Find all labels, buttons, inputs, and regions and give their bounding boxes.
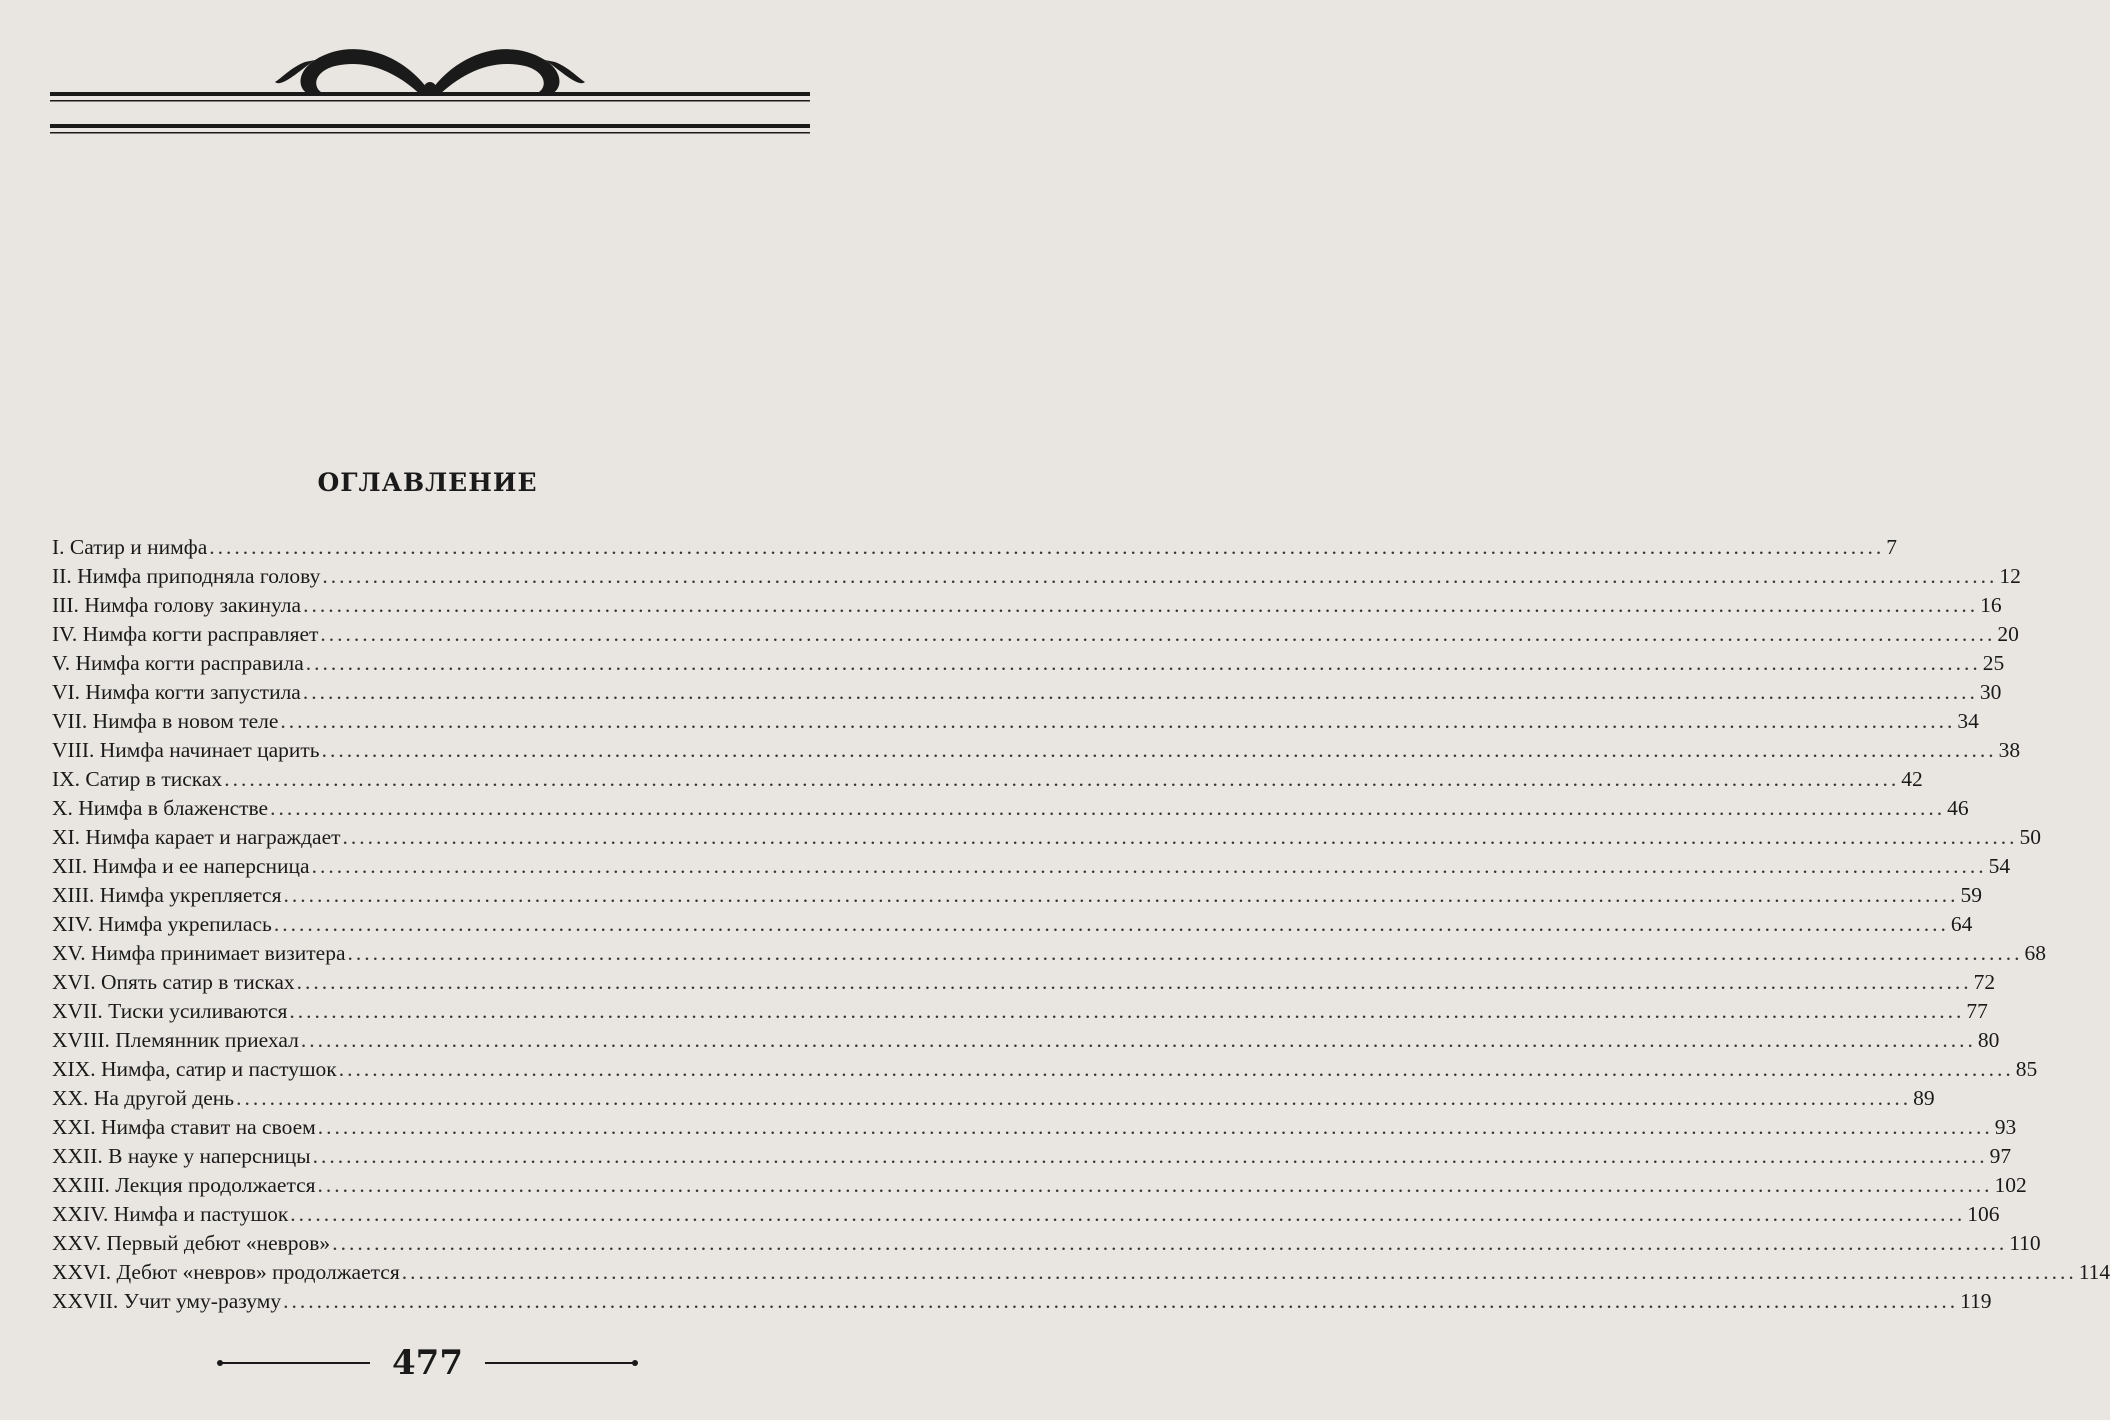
toc-entry-page: 12 bbox=[1999, 564, 2021, 588]
toc-entry-label: XVII. Тиски усиливаются bbox=[52, 999, 288, 1023]
toc-entry-label: XIX. Нимфа, сатир и пастушок bbox=[52, 1057, 337, 1081]
toc-entry bbox=[52, 910, 1973, 939]
dot-leader: ........................................................................................................................................................................................................ bbox=[273, 912, 1949, 936]
toc-entry bbox=[52, 881, 1982, 910]
toc-entry bbox=[52, 794, 1969, 823]
toc-entry bbox=[52, 736, 2021, 765]
dot-leader: ........................................................................................................................................................................................................ bbox=[332, 1231, 2008, 1255]
toc-entry-label: XVI. Опять сатир в тисках bbox=[52, 970, 295, 994]
toc-entry-label: XI. Нимфа карает и награждает bbox=[52, 825, 341, 849]
dot-leader: ........................................................................................................................................................................................................ bbox=[236, 1086, 1912, 1110]
toc-entry bbox=[52, 562, 2021, 591]
toc-entry-label: XXIII. Лекция продолжается bbox=[52, 1173, 316, 1197]
dot-leader: ........................................................................................................................................................................................................ bbox=[283, 883, 1959, 907]
toc-entry bbox=[52, 707, 1979, 736]
toc-entry-label: XV. Нимфа принимает визитера bbox=[52, 941, 346, 965]
dot-leader: ........................................................................................................................................................................................................ bbox=[347, 941, 2023, 965]
toc-entry-label: XIII. Нимфа укрепляется bbox=[52, 883, 282, 907]
dot-leader: ........................................................................................................................................................................................................ bbox=[401, 1260, 2077, 1284]
toc-entry bbox=[52, 997, 1988, 1026]
toc-entry-page: 42 bbox=[1901, 767, 1923, 791]
toc-entry bbox=[52, 1229, 2041, 1258]
toc-entry-label: XX. На другой день bbox=[52, 1086, 235, 1110]
toc-entry-label: I. Сатир и нимфа bbox=[52, 535, 208, 559]
toc-entry-label: X. Нимфа в блаженстве bbox=[52, 796, 269, 820]
toc-entry-label: XXIV. Нимфа и пастушок bbox=[52, 1202, 289, 1226]
dot-leader: ........................................................................................................................................................................................................ bbox=[342, 825, 2018, 849]
toc-entry bbox=[52, 678, 2002, 707]
toc-entry-page: 59 bbox=[1960, 883, 1982, 907]
page-footer bbox=[215, 1338, 640, 1388]
dot-leader: ........................................................................................................................................................................................................ bbox=[320, 622, 1996, 646]
toc-entry-label: III. Нимфа голову закинула bbox=[52, 593, 302, 617]
toc-entry bbox=[52, 1055, 2038, 1084]
toc-entry bbox=[52, 1113, 2017, 1142]
toc-entry-page: 20 bbox=[1997, 622, 2019, 646]
page-number: 477 bbox=[392, 1343, 463, 1383]
toc-entry-page: 77 bbox=[1966, 999, 1988, 1023]
dot-leader: ........................................................................................................................................................................................................ bbox=[312, 1144, 1988, 1168]
toc-entry-page: 106 bbox=[1967, 1202, 2000, 1226]
toc-entry-page: 25 bbox=[1982, 651, 2005, 675]
toc-entry bbox=[52, 1026, 2000, 1055]
dot-leader: ........................................................................................................................................................................................................ bbox=[317, 1173, 1993, 1197]
toc-entry bbox=[52, 591, 2002, 620]
dot-leader: ........................................................................................................................................................................................................ bbox=[303, 593, 1979, 617]
toc-entry-page: 7 bbox=[1886, 535, 1897, 559]
toc-entry-label: VI. Нимфа когти запустила bbox=[52, 680, 301, 704]
toc-entry-page: 72 bbox=[1973, 970, 1996, 994]
toc-entry bbox=[52, 1200, 2000, 1229]
toc-entry-page: 30 bbox=[1979, 680, 2002, 704]
dot-leader: ........................................................................................................................................................................................................ bbox=[338, 1057, 2014, 1081]
toc-entry bbox=[52, 823, 2042, 852]
toc-entry bbox=[52, 852, 2011, 881]
toc-entry-page: 38 bbox=[1998, 738, 2021, 762]
dot-leader: ........................................................................................................................................................................................................ bbox=[305, 651, 1981, 675]
toc-entry bbox=[52, 533, 1897, 562]
toc-entry-page: 68 bbox=[2024, 941, 2046, 965]
toc-entry bbox=[52, 1084, 1935, 1113]
toc-entry bbox=[52, 1142, 2012, 1171]
toc-entry-page: 97 bbox=[1989, 1144, 2012, 1168]
toc-entry-label: XIV. Нимфа укрепилась bbox=[52, 912, 272, 936]
dot-leader: ........................................................................................................................................................................................................ bbox=[317, 1115, 1993, 1139]
dot-leader: ........................................................................................................................................................................................................ bbox=[280, 709, 1956, 733]
toc-entry-label: XVIII. Племянник приехал bbox=[52, 1028, 299, 1052]
toc-entry bbox=[52, 765, 1923, 794]
toc-entry-label: XXI. Нимфа ставит на своем bbox=[52, 1115, 316, 1139]
toc-entry-label: VIII. Нимфа начинает царить bbox=[52, 738, 320, 762]
toc-entry bbox=[52, 649, 2005, 678]
toc-entry-page: 89 bbox=[1913, 1086, 1935, 1110]
toc-entry-page: 50 bbox=[2019, 825, 2042, 849]
page-title: ОГЛАВЛЕНИЕ bbox=[317, 468, 538, 497]
toc-entry-page: 114 bbox=[2078, 1260, 2110, 1284]
toc-entry-page: 93 bbox=[1994, 1115, 2017, 1139]
scroll-flourish-icon bbox=[50, 30, 810, 140]
toc-entry-label: XXV. Первый дебют «невров» bbox=[52, 1231, 331, 1255]
toc-entry bbox=[52, 968, 1996, 997]
dot-leader: ........................................................................................................................................................................................................ bbox=[283, 1289, 1959, 1313]
toc-entry-page: 16 bbox=[1980, 593, 2002, 617]
dot-leader: ........................................................................................................................................................................................................ bbox=[321, 738, 1997, 762]
toc-entry-page: 85 bbox=[2015, 1057, 2038, 1081]
toc-entry-label: XXVII. Учит уму-разуму bbox=[52, 1289, 282, 1313]
toc-entry-page: 110 bbox=[2009, 1231, 2041, 1255]
toc-entry-label: XII. Нимфа и ее наперсница bbox=[52, 854, 310, 878]
toc-entry-page: 54 bbox=[1988, 854, 2011, 878]
dot-leader: ........................................................................................................................................................................................................ bbox=[296, 970, 1972, 994]
dot-leader: ........................................................................................................................................................................................................ bbox=[290, 1202, 1966, 1226]
toc-entry-label: II. Нимфа приподняла голову bbox=[52, 564, 321, 588]
dot-leader: ........................................................................................................................................................................................................ bbox=[302, 680, 1978, 704]
toc-entry bbox=[52, 1171, 2027, 1200]
dot-leader: ........................................................................................................................................................................................................ bbox=[300, 1028, 1976, 1052]
dot-leader: ........................................................................................................................................................................................................ bbox=[209, 535, 1885, 559]
table-of-contents bbox=[52, 533, 2110, 1316]
toc-entry-label: XXII. В науке у наперсницы bbox=[52, 1144, 311, 1168]
toc-entry-label: IX. Сатир в тисках bbox=[52, 767, 223, 791]
dot-leader: ........................................................................................................................................................................................................ bbox=[289, 999, 1965, 1023]
toc-entry-page: 119 bbox=[1960, 1289, 1992, 1313]
dot-leader: ........................................................................................................................................................................................................ bbox=[322, 564, 1998, 588]
toc-entry-label: V. Нимфа когти расправила bbox=[52, 651, 304, 675]
toc-entry-page: 64 bbox=[1950, 912, 1973, 936]
toc-entry-page: 46 bbox=[1947, 796, 1969, 820]
toc-entry bbox=[52, 1258, 2110, 1287]
toc-entry-label: XXVI. Дебют «невров» продолжается bbox=[52, 1260, 400, 1284]
dot-leader: ........................................................................................................................................................................................................ bbox=[224, 767, 1900, 791]
toc-entry-label: VII. Нимфа в новом теле bbox=[52, 709, 279, 733]
toc-entry bbox=[52, 620, 2019, 649]
dot-leader: ........................................................................................................................................................................................................ bbox=[311, 854, 1987, 878]
toc-entry bbox=[52, 1287, 1992, 1316]
toc-entry-page: 80 bbox=[1977, 1028, 2000, 1052]
toc-entry bbox=[52, 939, 2046, 968]
dot-leader: ........................................................................................................................................................................................................ bbox=[270, 796, 1946, 820]
toc-entry-page: 102 bbox=[1994, 1173, 2027, 1197]
toc-entry-label: IV. Нимфа когти расправляет bbox=[52, 622, 319, 646]
toc-entry-page: 34 bbox=[1957, 709, 1979, 733]
